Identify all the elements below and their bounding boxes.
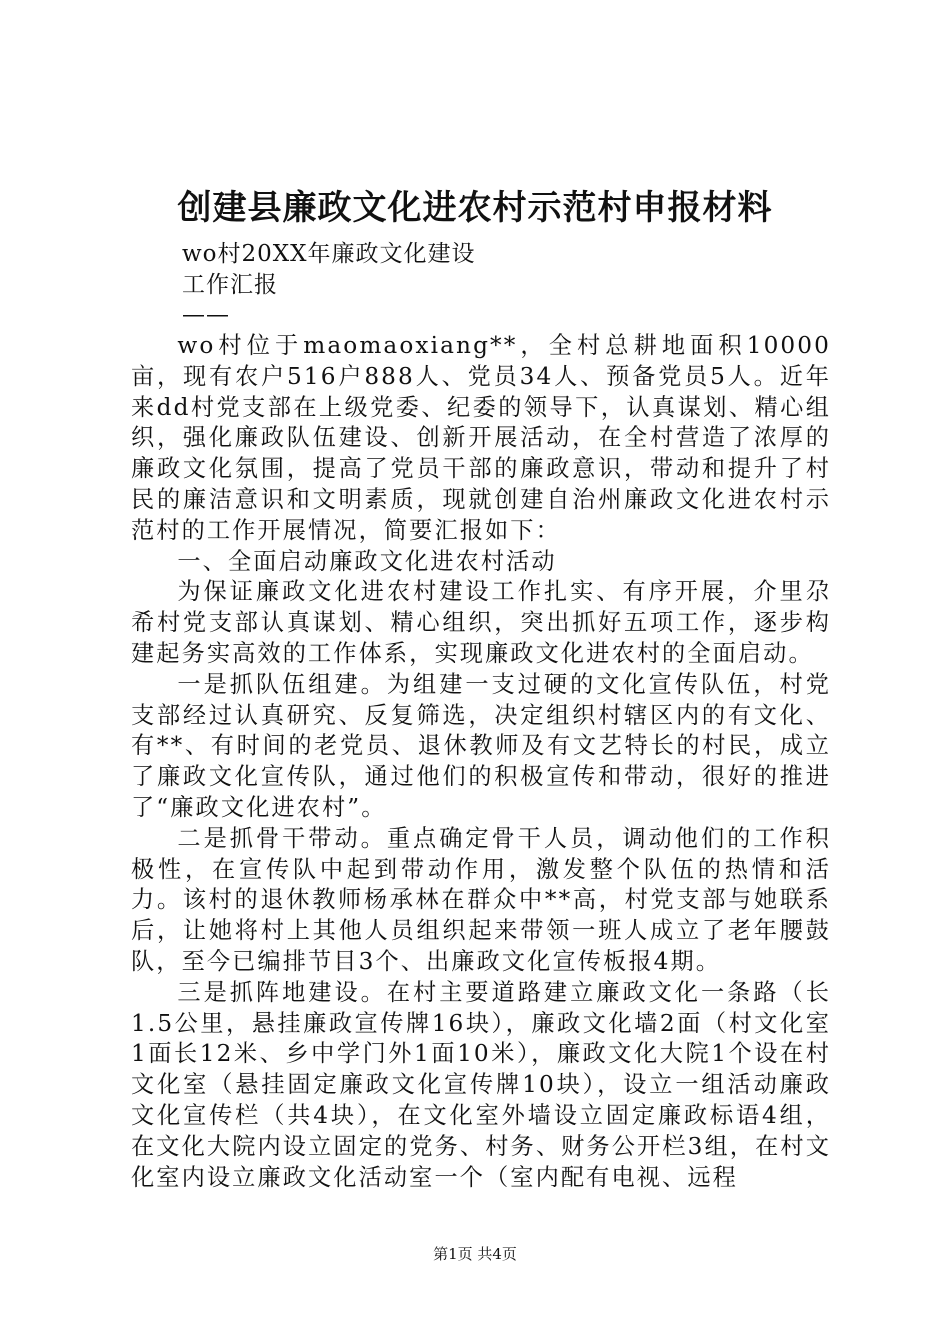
document-title: 创建县廉政文化进农村示范村申报材料	[177, 188, 773, 228]
paragraph-intro: wo村位于maomaoxiang**，全村总耕地面积10000亩，现有农户516户888人、党员34人、预备党员5人。近年来dd村党支部在上级党委、纪委的领导下，认真谋划、精心组织，强化廉政队伍建设、创新开展活动，在全村营造了浓厚的廉政文化氛围，提高了党员干部的廉政意识，带动和提升了村民的廉洁意识和文明素质，现就创建自治州廉政文化进农村示范村的工作开展情况，简要汇报如下：	[131, 332, 831, 544]
subtitle-dash: ——	[182, 302, 230, 328]
section-heading-1: 一、全面启动廉政文化进农村活动	[177, 547, 557, 575]
paragraph-position-building: 三是抓阵地建设。在村主要道路建立廉政文化一条路（长1.5公里，悬挂廉政宣传牌16块），廉政文化墙2面（村文化室1面长12米、乡中学门外1面10米），廉政文化大院1个设在村文化室（悬挂固定廉政文化宣传牌10块），设立一组活动廉政文化宣传栏（共4块），在文化室外墙设立固定廉政标语4组，在文化大院内设立固定的党务、村务、财务公开栏3组，在村文化室内设立廉政文化活动室一个（室内配有电视、远程	[131, 978, 831, 1191]
subtitle-line-2: 工作汇报	[182, 272, 278, 298]
paragraph-overview: 为保证廉政文化进农村建设工作扎实、有序开展，介里尕希村党支部认真谋划、精心组织，突出抓好五项工作，逐步构建起务实高效的工作体系，实现廉政文化进农村的全面启动。	[131, 578, 831, 667]
subtitle-line-1: wo村20XX年廉政文化建设	[182, 241, 476, 267]
document-body	[131, 331, 831, 1193]
paragraph-team-building: 一是抓队伍组建。为组建一支过硬的文化宣传队伍，村党支部经过认真研究、反复筛选，决定组织村辖区内的有文化、有**、有时间的老党员、退休教师及有文艺特长的村民，成立了廉政文化宣传队，通过他们的积极宣传和带动，很好的推进了“廉政文化进农村”。	[131, 670, 831, 821]
page-footer: 第1页 共4页	[433, 1245, 517, 1263]
paragraph-backbone: 二是抓骨干带动。重点确定骨干人员，调动他们的工作积极性，在宣传队中起到带动作用，激发整个队伍的热情和活力。该村的退休教师杨承林在群众中**高，村党支部与她联系后，让她将村上其他人员组织起来带领一班人成立了老年腰鼓队，至今已编排节目3个、出廉政文化宣传板报4期。	[131, 824, 831, 975]
